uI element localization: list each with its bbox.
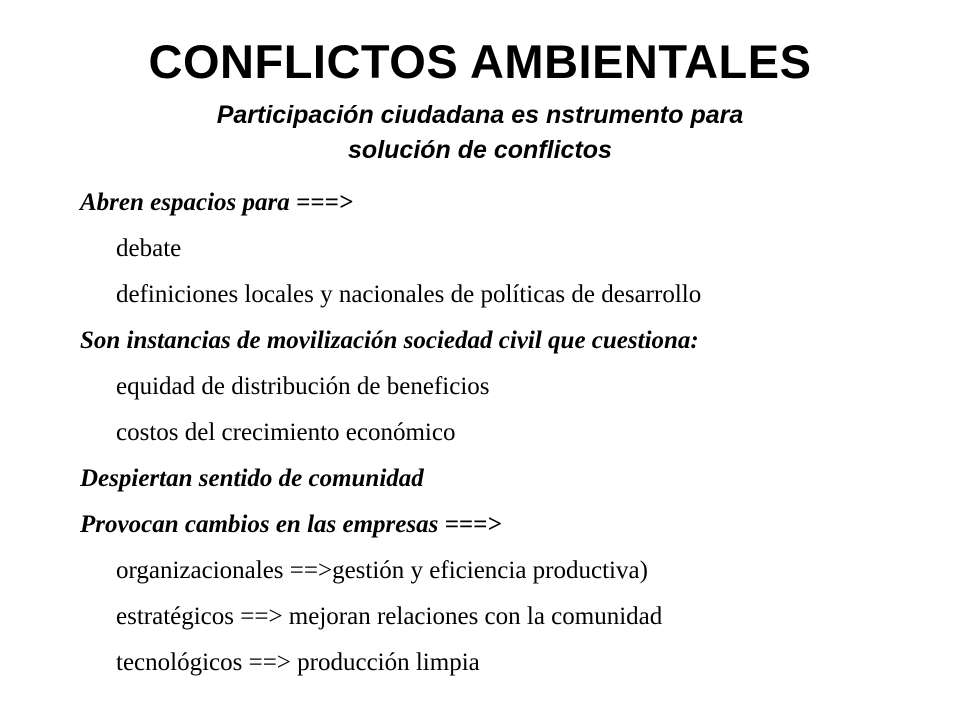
section-heading: Abren espacios para ===> — [80, 189, 353, 216]
list-item — [80, 594, 940, 640]
list-item — [80, 410, 940, 456]
list-item-text: organizacionales ==>gestión y eficiencia productiva) — [116, 557, 648, 584]
list-item-text: estratégicos ==> mejoran relaciones con la comunidad — [116, 603, 663, 630]
subtitle-line-1: Participación ciudadana es nstrumento para — [216, 101, 744, 129]
section-heading: Despiertan sentido de comunidad — [80, 465, 424, 492]
list-item-text: costos del crecimiento económico — [116, 419, 456, 446]
subtitle-line-2: solución de conflictos — [348, 136, 612, 164]
list-item-text: debate — [116, 235, 182, 262]
list-item — [80, 548, 940, 594]
slide-subtitle — [0, 98, 960, 168]
section-heading: Provocan cambios en las empresas ===> — [80, 511, 502, 538]
slide-body — [80, 180, 940, 686]
section-heading: Son instancias de movilización sociedad civil que cuestiona: — [80, 327, 699, 354]
list-item — [80, 272, 940, 318]
slide-title: CONFLICTOS AMBIENTALES — [148, 35, 812, 88]
list-item — [80, 640, 940, 686]
list-item-text: equidad de distribución de beneficios — [116, 373, 490, 400]
list-item-text: definiciones locales y nacionales de políticas de desarrollo — [116, 281, 702, 308]
list-item — [80, 226, 940, 272]
list-item-text: tecnológicos ==> producción limpia — [116, 649, 480, 676]
list-item — [80, 364, 940, 410]
